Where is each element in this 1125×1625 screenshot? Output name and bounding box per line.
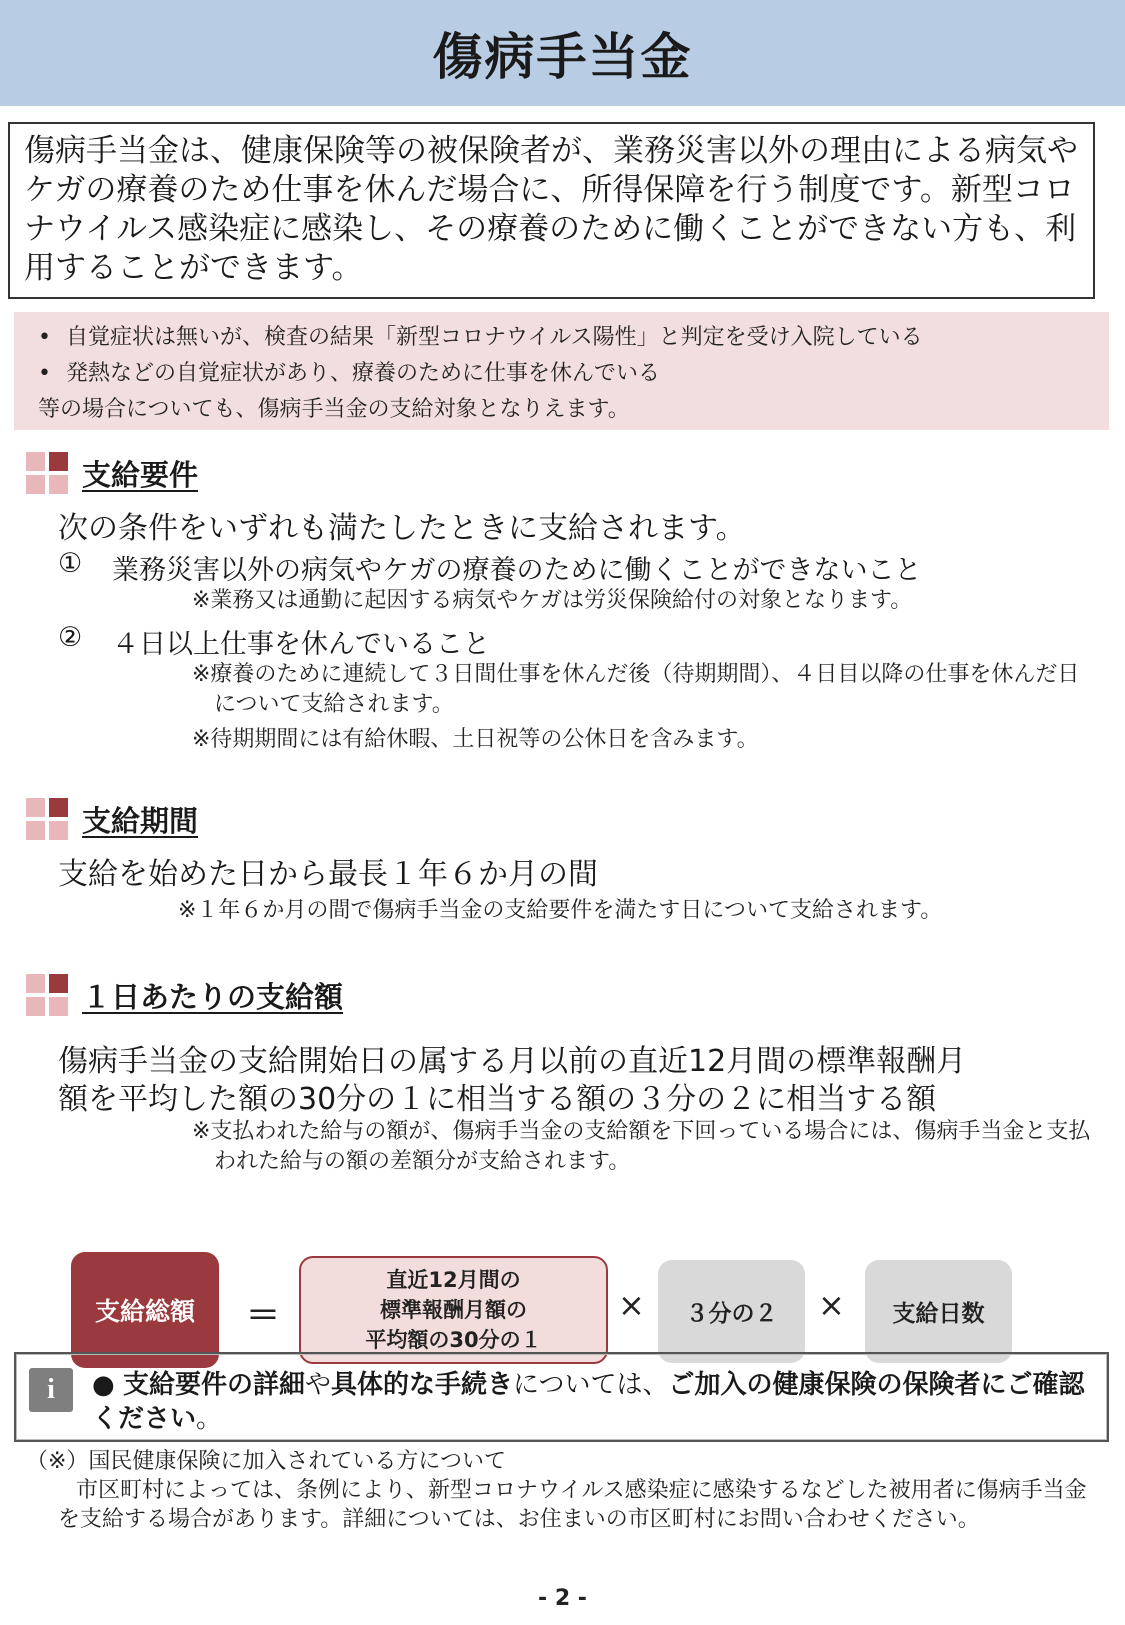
requirement-note: ※業務又は通勤に起因する病気やケガは労災保険給付の対象となります。 xyxy=(192,588,913,613)
section-title: 支給期間 xyxy=(82,803,199,838)
times-sign: × xyxy=(618,1286,645,1324)
section-title: １日あたりの支給額 xyxy=(82,979,344,1014)
amount-heading xyxy=(26,972,343,1018)
period-text: 支給を始めた日から最長１年６か月の間 xyxy=(58,857,598,892)
formula-average-line: 直近12月間の xyxy=(386,1268,521,1292)
section-squares-icon xyxy=(26,974,68,1016)
times-sign: × xyxy=(818,1286,845,1324)
callout-bullet-text: 自覚症状は無いが、検査の結果「新型コロナウイルス陽性」と判定を受け入院している xyxy=(66,325,923,350)
section-squares-icon xyxy=(26,452,68,494)
info-icon: i xyxy=(29,1368,73,1412)
amount-note: ※支払われた給与の額が、傷病手当金の支給額を下回っている場合には、傷病手当金と支払われた給与の額の差額分が支給されます。 xyxy=(192,1119,1091,1174)
requirement-text: 業務災害以外の病気やケガの療養のために働くことができないこと xyxy=(112,555,922,586)
page-number: - 2 - xyxy=(538,1586,587,1611)
info-emphasis: ご加入の健康保険の保険者にご確認ください xyxy=(92,1370,1085,1434)
formula-ratio-box xyxy=(658,1260,805,1363)
intro-box xyxy=(8,122,1095,299)
formula-days-label: 支給日数 xyxy=(892,1301,985,1327)
info-plain: 。 xyxy=(196,1404,223,1434)
info-emphasis: 支給要件の詳細 xyxy=(122,1370,305,1400)
page-title: 傷病手当金 xyxy=(432,28,693,86)
bullet-icon: • xyxy=(38,325,51,350)
section-squares-icon xyxy=(26,798,68,840)
formula-average-line: 平均額の30分の１ xyxy=(365,1328,542,1352)
requirement-note: ※療養のために連続して３日間仕事を休んだ後（待期期間）、４日目以降の仕事を休んだ日について支給されます。 xyxy=(192,662,1080,717)
formula-ratio-label: ３分の２ xyxy=(685,1301,778,1327)
bullet-icon: ● xyxy=(92,1370,115,1400)
equals-sign: ＝ xyxy=(246,1296,280,1336)
formula-average-box xyxy=(299,1256,608,1364)
formula-average-line: 標準報酬月額の xyxy=(380,1298,527,1322)
period-heading xyxy=(26,796,198,842)
callout-bullet xyxy=(38,356,1085,392)
info-plain: については、 xyxy=(513,1370,669,1400)
requirement-number: ① xyxy=(58,548,83,579)
requirement-number: ② xyxy=(58,622,83,653)
info-plain: や xyxy=(304,1370,331,1400)
formula-days-box xyxy=(865,1260,1012,1363)
callout-tail: 等の場合についても、傷病手当金の支給対象となりえます。 xyxy=(38,397,630,422)
requirement-text: ４日以上仕事を休んでいること xyxy=(112,629,490,660)
info-emphasis: 具体的な手続き xyxy=(330,1370,513,1400)
intro-text: 傷病手当金は、健康保険等の被保険者が、業務災害以外の理由による病気やケガの療養のため仕事を休んだ場合に、所得保障を行う制度です。新型コロナウイルス感染症に感染し、その療養のために働くことができない方も、利用することができます。 xyxy=(24,133,1078,286)
footnote-heading: （※）国民健康保険に加入されている方について xyxy=(26,1449,506,1474)
period-note: ※１年６か月の間で傷病手当金の支給要件を満たす日について支給されます。 xyxy=(178,898,943,923)
callout-bullet-text: 発熱などの自覚症状があり、療養のために仕事を休んでいる xyxy=(66,361,661,386)
requirements-heading xyxy=(26,450,198,496)
amount-line: 額を平均した額の30分の１に相当する額の３分の２に相当する額 xyxy=(58,1082,937,1117)
formula-total-box xyxy=(71,1252,219,1368)
callout-bullet xyxy=(38,320,1085,356)
requirement-note: ※待期期間には有給休暇、土日祝等の公休日を含みます。 xyxy=(192,727,759,752)
section-title: 支給要件 xyxy=(82,457,199,492)
callout-box xyxy=(14,312,1109,430)
info-text xyxy=(92,1368,1092,1436)
bullet-icon: • xyxy=(38,361,51,386)
amount-line: 傷病手当金の支給開始日の属する月以前の直近12月間の標準報酬月 xyxy=(58,1044,967,1079)
formula-total-label: 支給総額 xyxy=(94,1297,195,1326)
title-banner xyxy=(0,0,1125,106)
footnote-body: 市区町村によっては、条例により、新型コロナウイルス感染症に感染するなどした被用者に傷病手当金を支給する場合があります。詳細については、お住まいの市区町村にお問い合わせください。 xyxy=(58,1478,1087,1532)
requirements-lead: 次の条件をいずれも満たしたときに支給されます。 xyxy=(58,511,746,546)
